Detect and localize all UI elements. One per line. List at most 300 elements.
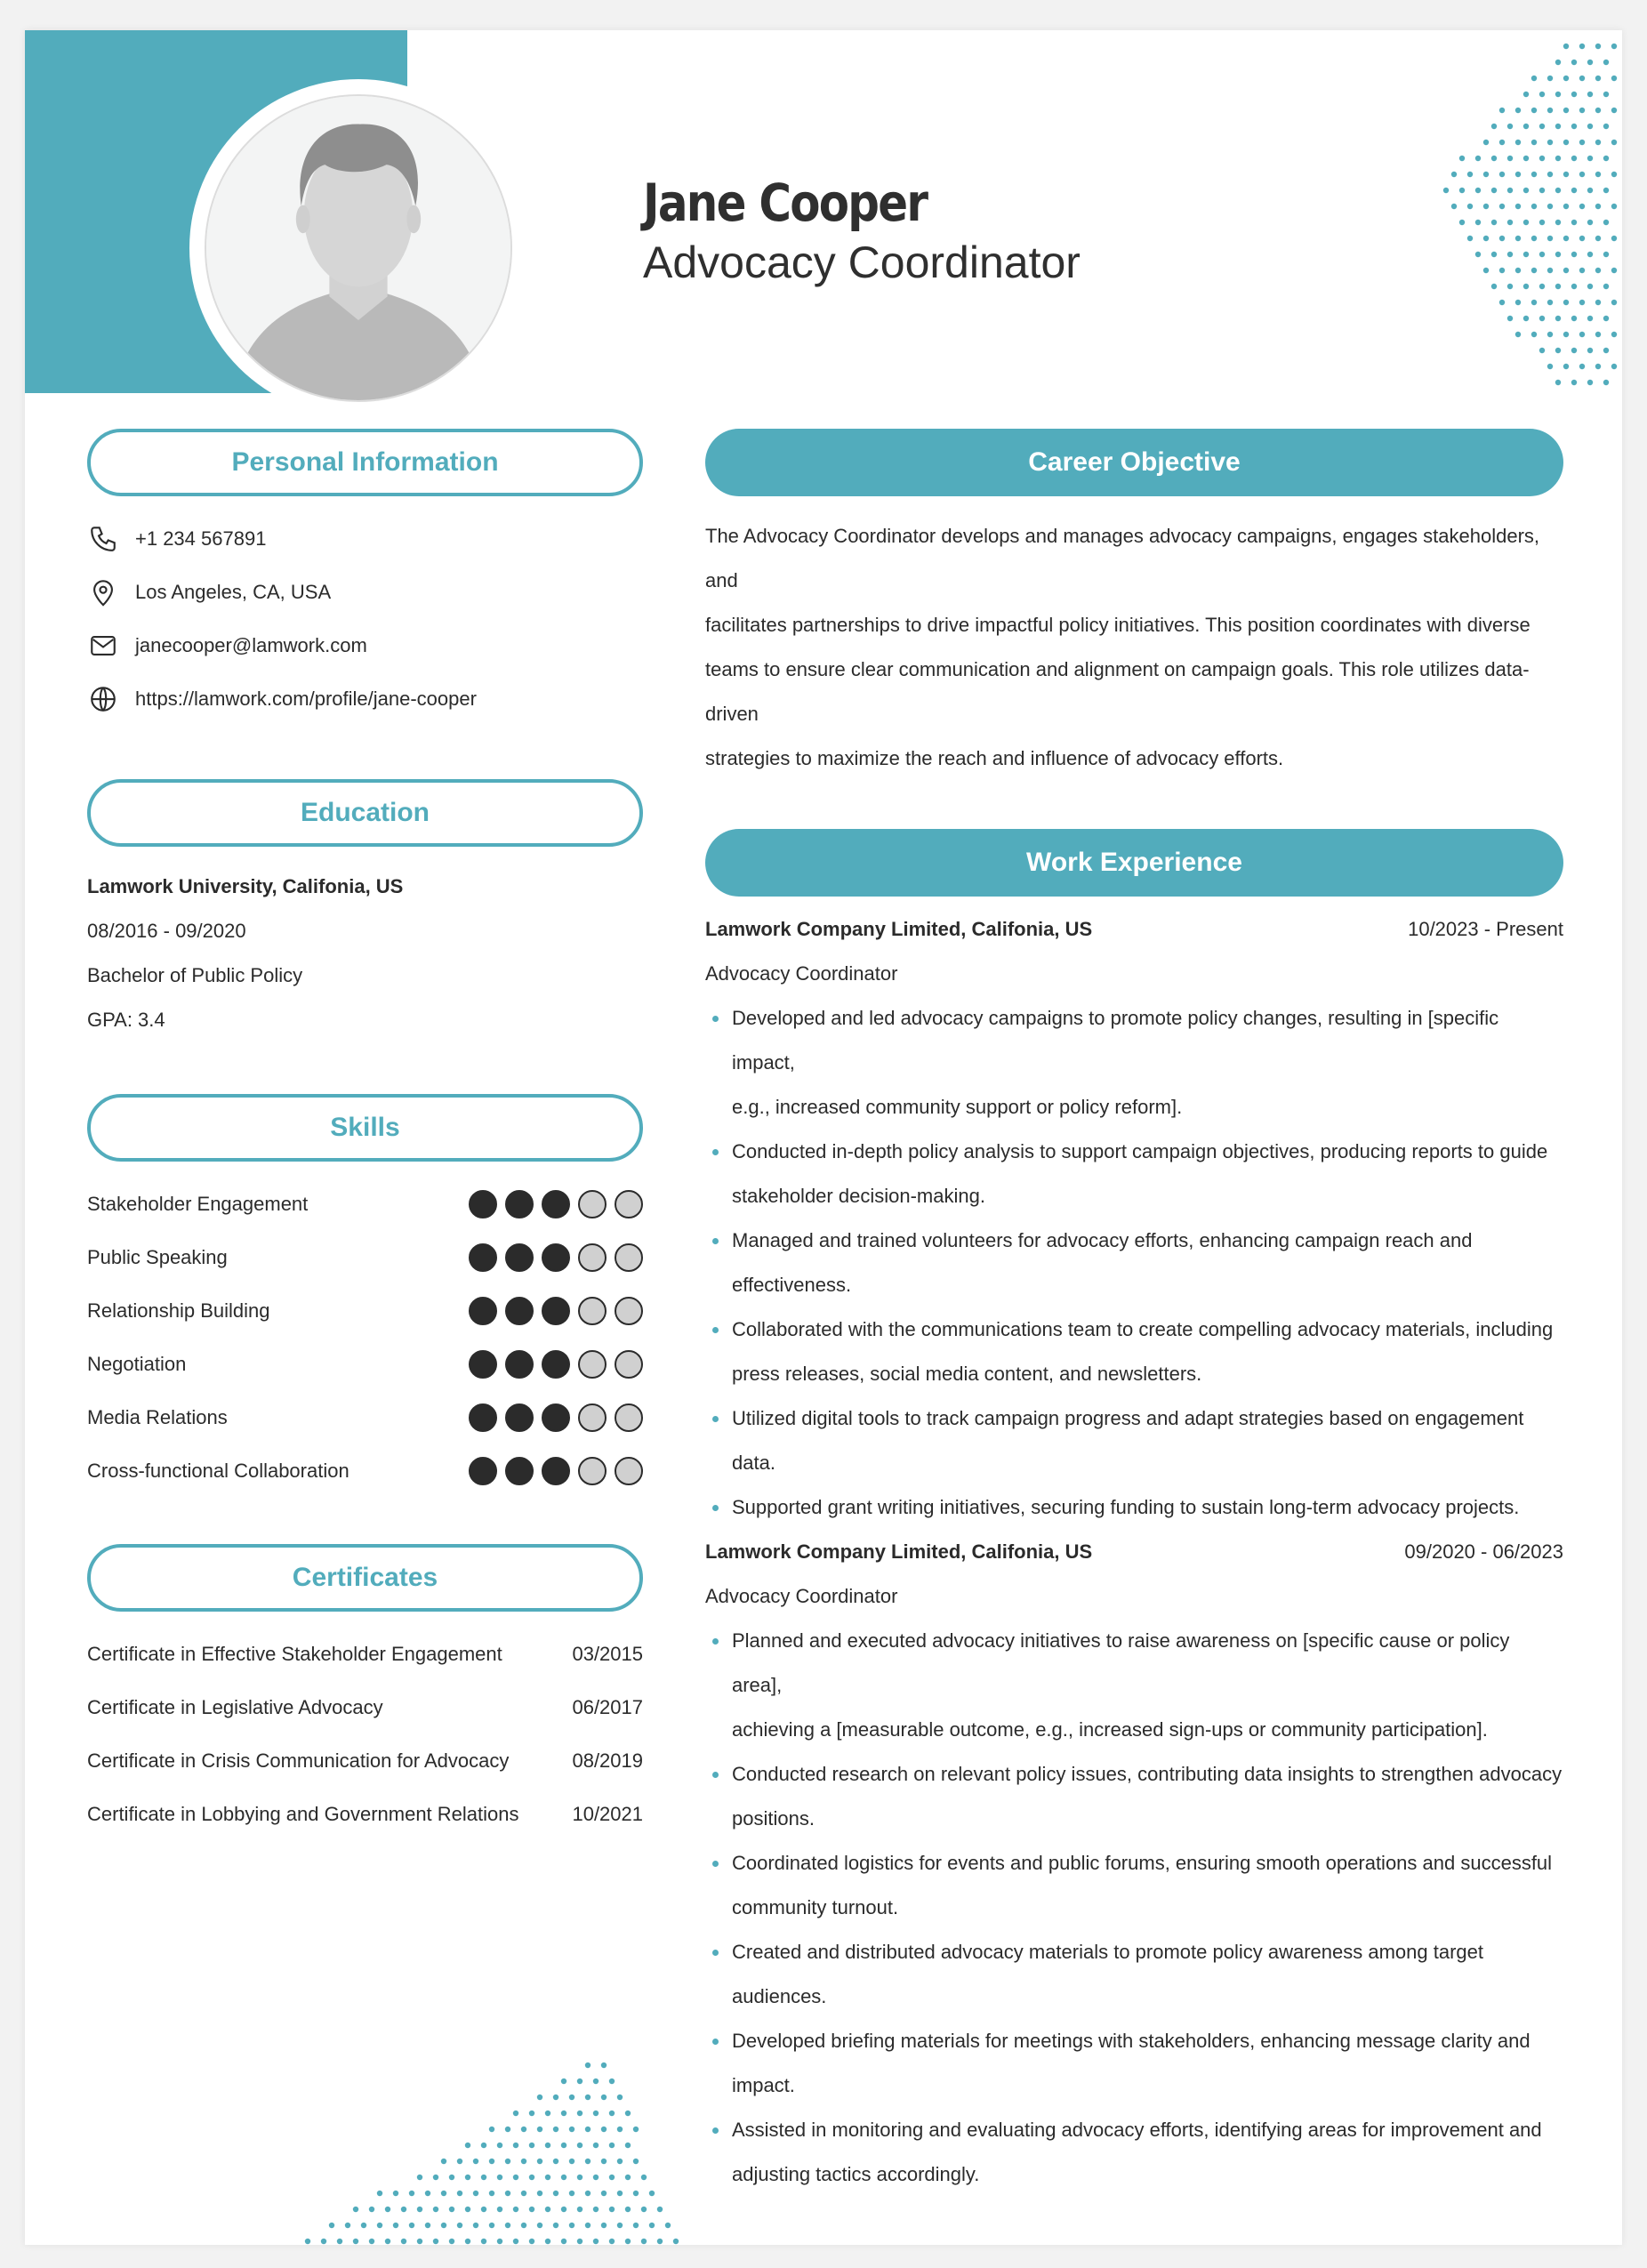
skill-name: Public Speaking [87,1246,228,1268]
decorative-dot [569,2159,574,2164]
decorative-dot [593,2111,599,2116]
decorative-dot [1467,204,1473,209]
decorative-dot [1483,140,1489,145]
decorative-dot [1547,204,1553,209]
decorative-dot [353,2207,358,2212]
skill-rating [469,1243,643,1272]
decorative-dot [481,2207,486,2212]
decorative-dot [1555,252,1561,257]
rating-dot-filled [505,1297,534,1325]
decorative-dot [1499,236,1505,241]
decorative-dot [1499,300,1505,305]
job-bullets [705,996,1563,1530]
decorative-dot [513,2207,518,2212]
decorative-dot [545,2175,550,2180]
decorative-dot [1595,76,1601,81]
decorative-dot [1499,204,1505,209]
decorative-dot [1547,236,1553,241]
decorative-dot [1555,284,1561,289]
decorative-dot [617,2223,623,2228]
decorative-dot [505,2127,510,2132]
decorative-dot [1515,172,1521,177]
job-bullet-line: positions. [732,1807,815,1830]
decorative-dot [1595,332,1601,337]
decorative-dot [1595,364,1601,369]
job-header [705,1530,1563,1574]
rating-dot-empty [615,1297,643,1325]
decorative-dot [1603,348,1609,353]
decorative-dot [1539,124,1545,129]
decorative-dot [593,2239,599,2244]
decorative-dot [1507,124,1513,129]
decorative-dot [625,2111,631,2116]
skill-name: Media Relations [87,1406,228,1428]
decorative-dot [473,2223,478,2228]
decorative-dot [577,2239,582,2244]
decorative-dot [1475,156,1481,161]
decorative-dot [513,2175,518,2180]
decorative-dot [1491,284,1497,289]
decorative-dot [545,2239,550,2244]
job-bullet-line: Created and distributed advocacy materials to promote policy awareness among target audiences. [732,1941,1484,2007]
objective-line: teams to ensure clear communication and alignment on campaign goals. This role utilizes data-driven [705,658,1530,725]
job-bullet [705,1307,1563,1396]
decorative-dot [465,2239,470,2244]
contact-email-text[interactable]: janecooper@lamwork.com [135,634,367,656]
decorative-dot [1507,284,1513,289]
decorative-dot [601,2095,607,2100]
decorative-dots-bottom [292,2049,754,2245]
decorative-dot [1603,124,1609,129]
decorative-dot [1491,252,1497,257]
job-bullet-line: Conducted research on relevant policy issues, contributing data insights to strengthen advocacy [732,1763,1563,1785]
decorative-dot [1515,108,1521,113]
job-entry [705,907,1563,1530]
decorative-dot [1483,236,1489,241]
decorative-dot [377,2191,382,2196]
decorative-dot [1603,220,1609,225]
certificate-date: 10/2021 [572,1803,643,1825]
decorative-dot [489,2191,494,2196]
decorative-dot [1467,236,1473,241]
decorative-dot [625,2239,631,2244]
decorative-dot [585,2223,591,2228]
decorative-dot [601,2159,607,2164]
job-bullet [705,2019,1563,2108]
decorative-dot [585,2127,591,2132]
decorative-dot [1555,380,1561,385]
rating-dot-filled [469,1457,497,1485]
decorative-dot [1547,364,1553,369]
decorative-dot [545,2143,550,2148]
decorative-dot [441,2223,446,2228]
job-bullet [705,1130,1563,1218]
rating-dot-empty [578,1403,607,1432]
job-company: Lamwork Company Limited, Califonia, US [705,918,1093,940]
decorative-dot [1467,172,1473,177]
decorative-dot [1475,188,1481,193]
decorative-dot [521,2191,526,2196]
rating-dot-filled [505,1350,534,1379]
decorative-dot [1555,348,1561,353]
decorative-dot [1499,172,1505,177]
decorative-dot [1523,156,1529,161]
decorative-dot [601,2063,607,2068]
decorative-dot [1539,316,1545,321]
job-bullet-line: adjusting tactics accordingly. [732,2163,980,2185]
decorative-dot [593,2079,599,2084]
candidate-title: Advocacy Coordinator [643,237,1081,287]
decorative-dot [1579,108,1585,113]
job-dates: 10/2023 - Present [1408,918,1563,940]
decorative-dot [305,2239,310,2244]
avatar-placeholder-icon [206,96,510,400]
decorative-dot [417,2175,422,2180]
education-school: Lamwork University, Califonia, US [87,875,404,897]
job-bullet-line: Managed and trained volunteers for advocacy efforts, enhancing campaign reach and [732,1229,1473,1251]
decorative-dot [601,2127,607,2132]
decorative-dot [1555,124,1561,129]
decorative-dot [593,2143,599,2148]
decorative-dot [1499,140,1505,145]
decorative-dot [1523,316,1529,321]
decorative-dot [1587,348,1593,353]
education-gpa: GPA: 3.4 [87,1009,165,1031]
decorative-dot [609,2143,615,2148]
decorative-dot [633,2223,639,2228]
decorative-dot [577,2111,582,2116]
education-block [87,865,643,1042]
decorative-dot [1531,108,1537,113]
job-header [705,907,1563,952]
job-bullet-line: Supported grant writing initiatives, securing funding to sustain long-term advocacy projects. [732,1496,1520,1518]
decorative-dot [353,2239,358,2244]
decorative-dot [641,2207,647,2212]
job-bullet-line: community turnout. [732,1896,899,1918]
decorative-dot [1531,172,1537,177]
decorative-dot [617,2127,623,2132]
decorative-dot [1531,204,1537,209]
decorative-dot [1555,220,1561,225]
objective-line: facilitates partnerships to drive impactful policy initiatives. This position coordinates with diverse [705,614,1531,636]
location-icon [87,576,119,608]
decorative-dot [577,2175,582,2180]
skill-name: Stakeholder Engagement [87,1193,309,1215]
certificate-name: Certificate in Effective Stakeholder Engagement [87,1643,502,1665]
decorative-dot [1595,140,1601,145]
decorative-dot [337,2239,342,2244]
contact-website-text[interactable]: https://lamwork.com/profile/jane-cooper [135,688,477,710]
decorative-dot [1587,92,1593,97]
decorative-dot [569,2191,574,2196]
decorative-dot [1563,300,1569,305]
contact-list [87,512,643,726]
contact-email [87,619,643,672]
decorative-dot [449,2175,454,2180]
job-bullet [705,1218,1563,1307]
decorative-dot [1587,188,1593,193]
decorative-dot [505,2159,510,2164]
rating-dot-filled [505,1243,534,1272]
job-bullet-line: effectiveness. [732,1274,852,1296]
job-bullet [705,1930,1563,2019]
decorative-dot [1571,284,1577,289]
job-bullet [705,1841,1563,1930]
skill-rating [469,1457,643,1485]
rating-dot-filled [469,1350,497,1379]
rating-dot-filled [505,1403,534,1432]
decorative-dot [553,2191,558,2196]
globe-icon [87,683,119,715]
skills-heading: Skills [87,1094,643,1162]
decorative-dots-top-right [1350,30,1622,386]
rating-dot-empty [615,1190,643,1218]
decorative-dot [1563,332,1569,337]
job-bullet-line: Assisted in monitoring and evaluating advocacy efforts, identifying areas for improvement and [732,2119,1542,2141]
decorative-dot [449,2239,454,2244]
decorative-dot [1507,156,1513,161]
decorative-dot [1539,348,1545,353]
decorative-dot [617,2159,623,2164]
decorative-dot [1611,108,1617,113]
decorative-dot [1531,332,1537,337]
job-company: Lamwork Company Limited, Califonia, US [705,1540,1093,1563]
job-bullet-line: Planned and executed advocacy initiatives to raise awareness on [specific cause or policy area], [732,1629,1510,1696]
rating-dot-filled [542,1243,570,1272]
decorative-dot [561,2175,566,2180]
contact-location-text: Los Angeles, CA, USA [135,581,332,603]
decorative-dot [1459,156,1465,161]
rating-dot-empty [578,1350,607,1379]
decorative-dot [649,2223,655,2228]
skill-name: Negotiation [87,1353,187,1375]
decorative-dot [1475,220,1481,225]
right-column [705,429,1563,2197]
decorative-dot [417,2207,422,2212]
decorative-dot [1547,76,1553,81]
decorative-dot [1515,236,1521,241]
decorative-dot [1523,284,1529,289]
decorative-dot [489,2127,494,2132]
decorative-dot [1579,364,1585,369]
decorative-dot [497,2207,502,2212]
certificate-name: Certificate in Legislative Advocacy [87,1696,383,1718]
rating-dot-empty [615,1350,643,1379]
decorative-dot [657,2207,663,2212]
decorative-dot [473,2159,478,2164]
decorative-dot [1539,92,1545,97]
decorative-dot [633,2127,639,2132]
contact-phone [87,512,643,566]
decorative-dot [361,2223,366,2228]
decorative-dot [1571,60,1577,65]
decorative-dot [1595,204,1601,209]
decorative-dot [625,2143,631,2148]
decorative-dot [1531,140,1537,145]
decorative-dot [1595,108,1601,113]
decorative-dot [1555,316,1561,321]
decorative-dot [1483,204,1489,209]
decorative-dot [1611,364,1617,369]
decorative-dot [569,2223,574,2228]
decorative-dot [1523,124,1529,129]
decorative-dot [1515,332,1521,337]
objective-line: The Advocacy Coordinator develops and manages advocacy campaigns, engages stakeholders, and [705,525,1540,591]
decorative-dot [465,2175,470,2180]
decorative-dot [1603,60,1609,65]
decorative-dot [537,2159,542,2164]
skill-name: Relationship Building [87,1299,270,1322]
decorative-dot [577,2079,582,2084]
decorative-dot [553,2095,558,2100]
decorative-dot [1587,220,1593,225]
decorative-dot [633,2191,639,2196]
rating-dot-filled [542,1297,570,1325]
decorative-dot [1603,92,1609,97]
skill-item [87,1284,643,1338]
decorative-dot [1563,172,1569,177]
job-role: Advocacy Coordinator [705,1585,898,1607]
decorative-dot [1523,92,1529,97]
decorative-dot [1603,316,1609,321]
rating-dot-empty [615,1243,643,1272]
decorative-dot [401,2239,406,2244]
decorative-dot [1547,268,1553,273]
decorative-dot [1499,268,1505,273]
decorative-dot [417,2239,422,2244]
rating-dot-filled [542,1350,570,1379]
decorative-dot [1547,140,1553,145]
decorative-dot [1451,204,1457,209]
decorative-dot [1547,300,1553,305]
decorative-dot [529,2111,534,2116]
decorative-dot [457,2191,462,2196]
decorative-dot [1483,172,1489,177]
decorative-dot [1571,188,1577,193]
decorative-dot [585,2159,591,2164]
decorative-dot [601,2223,607,2228]
decorative-dot [665,2223,671,2228]
decorative-dot [1579,300,1585,305]
decorative-dot [1579,236,1585,241]
job-role: Advocacy Coordinator [705,962,898,985]
decorative-dot [1603,252,1609,257]
decorative-dot [553,2159,558,2164]
certificates-heading: Certificates [87,1544,643,1612]
job-bullet-line: e.g., increased community support or policy reform]. [732,1096,1183,1118]
decorative-dot [529,2175,534,2180]
decorative-dot [1555,60,1561,65]
decorative-dot [1547,172,1553,177]
decorative-dot [1515,204,1521,209]
decorative-dot [1571,92,1577,97]
decorative-dot [1515,268,1521,273]
certificate-date: 03/2015 [572,1643,643,1665]
job-bullet [705,996,1563,1130]
decorative-dot [641,2239,647,2244]
work-experience-heading: Work Experience [705,829,1563,897]
decorative-dot [329,2223,334,2228]
decorative-dot [1507,316,1513,321]
decorative-dot [1611,236,1617,241]
decorative-dot [577,2207,582,2212]
rating-dot-filled [469,1403,497,1432]
decorative-dot [1515,300,1521,305]
decorative-dot [1539,156,1545,161]
decorative-dot [529,2143,534,2148]
job-dates: 09/2020 - 06/2023 [1404,1540,1563,1563]
job-bullet-line: Developed briefing materials for meetings with stakeholders, enhancing message clarity and [732,2030,1531,2052]
decorative-dot [1571,348,1577,353]
decorative-dot [1523,220,1529,225]
decorative-dot [377,2223,382,2228]
skill-item [87,1178,643,1231]
decorative-dot [1563,364,1569,369]
decorative-dot [1603,188,1609,193]
decorative-dot [433,2239,438,2244]
job-bullet [705,1396,1563,1485]
decorative-dot [625,2175,631,2180]
certificate-item [87,1788,643,1841]
decorative-dot [489,2159,494,2164]
decorative-dot [385,2207,390,2212]
decorative-dot [633,2159,639,2164]
rating-dot-filled [469,1297,497,1325]
job-bullet-line: Developed and led advocacy campaigns to promote policy changes, resulting in [specific impact, [732,1007,1499,1074]
decorative-dot [1611,76,1617,81]
decorative-dot [425,2223,430,2228]
decorative-dot [1587,156,1593,161]
skill-item [87,1231,643,1284]
contact-location [87,566,643,619]
education-dates: 08/2016 - 09/2020 [87,920,246,942]
decorative-dot [1579,268,1585,273]
decorative-dot [1595,300,1601,305]
decorative-dot [1571,156,1577,161]
decorative-dot [1571,220,1577,225]
decorative-dot [1563,140,1569,145]
decorative-dot [569,2127,574,2132]
decorative-dot [1459,220,1465,225]
certificates-list [87,1628,643,1841]
decorative-dot [537,2127,542,2132]
decorative-dot [1563,108,1569,113]
decorative-dot [441,2159,446,2164]
rating-dot-filled [542,1190,570,1218]
decorative-dot [609,2207,615,2212]
decorative-dot [1563,204,1569,209]
decorative-dot [1587,252,1593,257]
decorative-dot [1571,124,1577,129]
decorative-dot [1563,268,1569,273]
rating-dot-empty [578,1297,607,1325]
decorative-dot [441,2191,446,2196]
decorative-dot [1539,220,1545,225]
contact-phone-text: +1 234 567891 [135,527,267,550]
decorative-dot [1579,44,1585,49]
decorative-dot [393,2191,398,2196]
decorative-dot [561,2111,566,2116]
job-bullet [705,1619,1563,1752]
decorative-dot [1587,60,1593,65]
decorative-dot [1595,172,1601,177]
job-bullet [705,1752,1563,1841]
certificate-name: Certificate in Crisis Communication for Advocacy [87,1749,510,1772]
decorative-dot [1555,92,1561,97]
decorative-dot [1611,300,1617,305]
personal-info-heading: Personal Information [87,429,643,496]
decorative-dot [345,2223,350,2228]
